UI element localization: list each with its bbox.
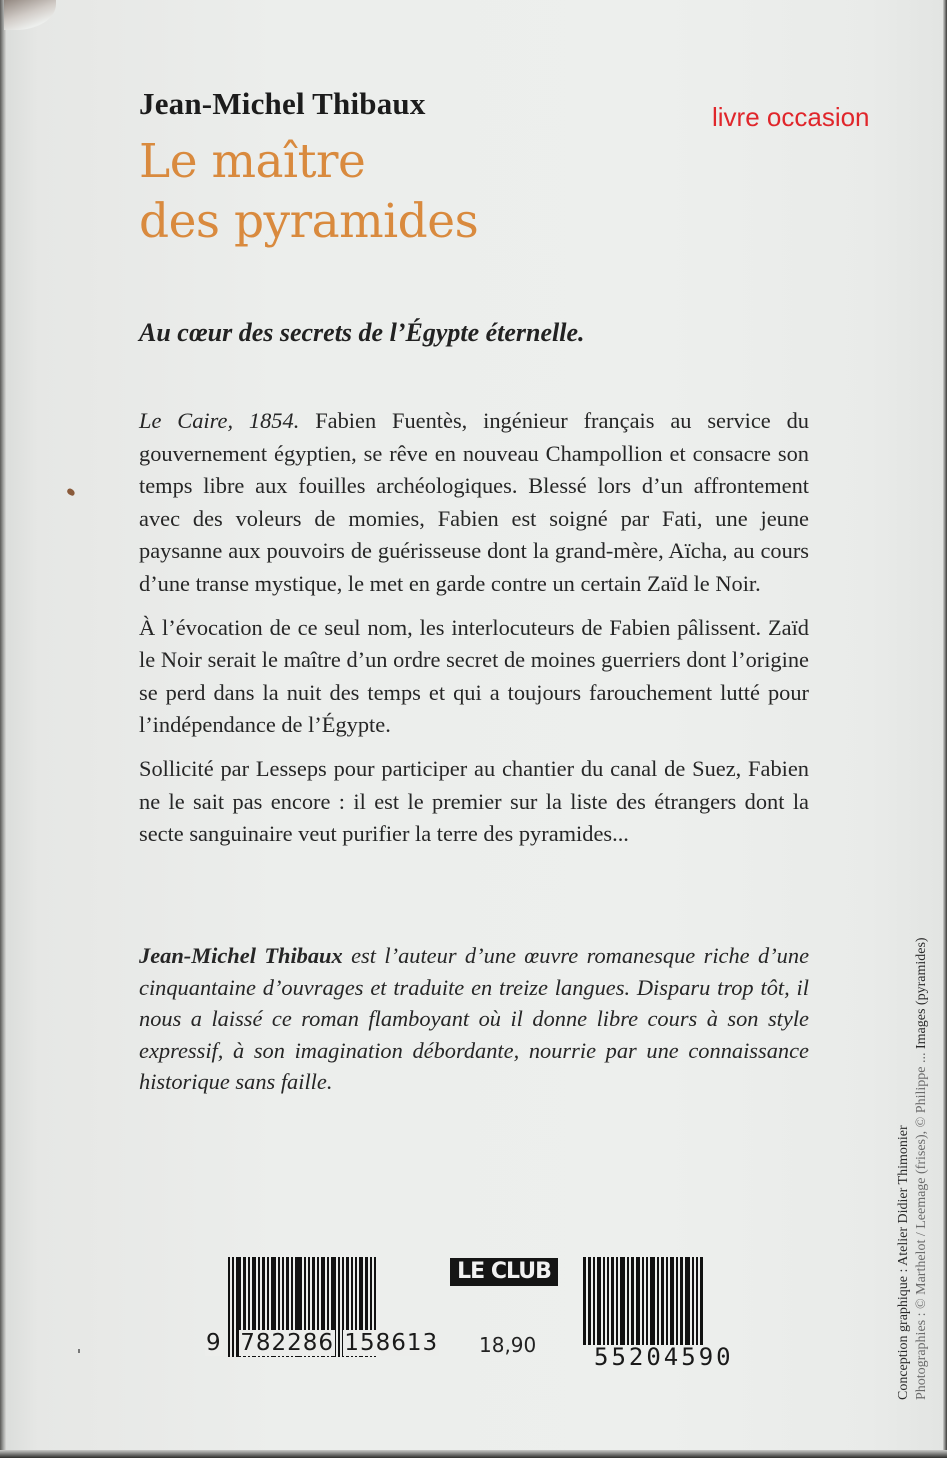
author-bio	[139, 940, 809, 1098]
photo-credits	[895, 937, 931, 1400]
corner-curl	[4, 0, 56, 30]
title-line-1: Le maître	[139, 134, 366, 189]
isbn-group-2: 158613	[344, 1330, 439, 1356]
dust-speck	[66, 488, 76, 497]
blurb-p1-text: Fabien Fuentès, ingénieur français au service du gouvernement égyptien, se rêve en nouveau Champollion et consacre son temps libre aux fouilles archéologiques. Blessé lors d’un affrontement avec des voleurs de momies, Fabien est soigné par Fati, une jeune paysanne aux pouvoirs de guérisseuse dont la grand-mère, Aïcha, au cours d’une transe mystique, le met en garde contre un certain Zaïd le Noir.	[139, 408, 810, 596]
isbn-group-1: 782286	[240, 1330, 335, 1356]
credits-photos	[913, 937, 931, 1400]
blurb-lead: Le Caire, 1854.	[139, 408, 300, 433]
blurb	[139, 405, 809, 862]
blurb-paragraph-1	[139, 405, 809, 601]
isbn-number	[205, 1330, 439, 1356]
blurb-paragraph-3: Sollicité par Lesseps pour participer au chantier du canal de Suez, Fabien ne le sait pas encore : il est le premier sur la liste des étrangers dont la secte sanguinaire veut purifier la terre des pyramides...	[139, 755, 809, 847]
price: 18,90	[479, 1333, 537, 1357]
credits-photos-b: Images (pyramides)	[914, 937, 929, 1050]
credits-design: Conception graphique : Atelier Didier Thimonier	[896, 1125, 911, 1400]
cover-left-edge	[0, 0, 6, 1458]
reference-barcode	[583, 1257, 705, 1345]
title-line-2: des pyramides	[139, 194, 479, 249]
cover-bottom-edge	[0, 1450, 947, 1458]
used-book-stamp: livre occasion	[712, 102, 870, 132]
reference-number: 55204590	[594, 1343, 734, 1371]
author-name: Jean-Michel Thibaux	[139, 86, 426, 121]
tagline: Au cœur des secrets de l’Égypte éternelle.	[139, 318, 585, 347]
bio-author-name: Jean-Michel Thibaux	[139, 943, 343, 968]
credits-photos-a: Photographies : © Marthelot / Leemage (frises), © Philippe ...	[914, 1052, 929, 1400]
cover-right-edge	[943, 0, 947, 1458]
bio-text: est l’auteur d’une œuvre romanesque riche d’une cinquantaine d’ouvrages et traduite en treize langues. Disparu trop tôt, il nous a laissé ce roman flamboyant où il donne libre cours à son style expressif, à son imagination débordante, nourrie par une connaissance historique sans faille.	[139, 943, 810, 1094]
blurb-paragraph-2: À l’évocation de ce seul nom, les interlocuteurs de Fabien pâlissent. Zaïd le Noir serait le maître d’un ordre secret de moines guerriers dont l’origine se perd dans la nuit des temps et qui a toujours farouchement lutté pour l’indépendance de l’Égypte.	[139, 614, 809, 738]
dust-speck	[78, 1349, 80, 1353]
book-title	[139, 132, 478, 252]
le-club-logo: LE CLUB	[450, 1258, 558, 1286]
isbn-prefix: 9	[206, 1330, 222, 1356]
